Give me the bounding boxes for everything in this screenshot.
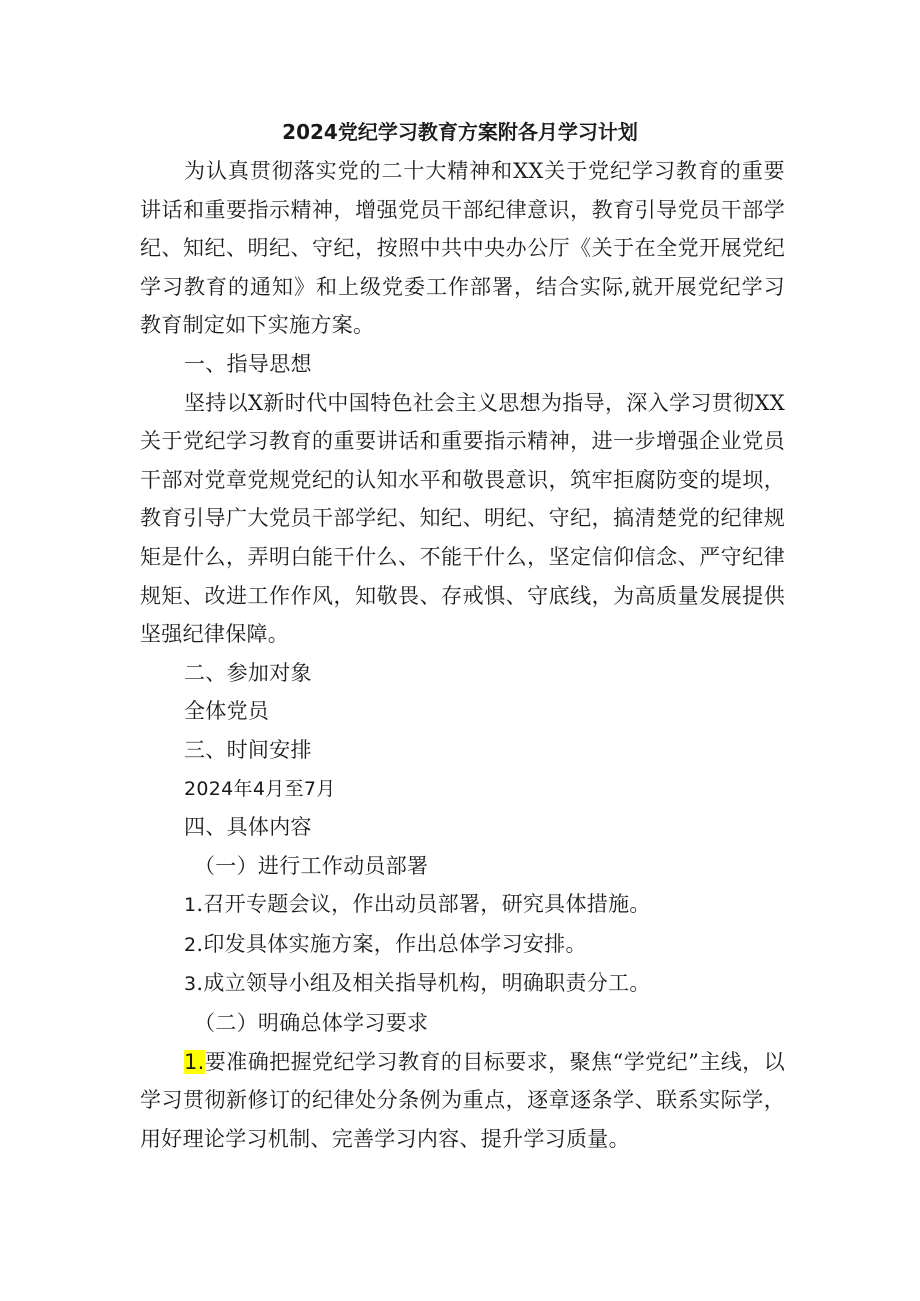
intro-paragraph: 为认真贯彻落实党的二十大精神和XX关于党纪学习教育的重要讲话和重要指示精神，增强党员干部纪律意识，教育引导党员干部学纪、知纪、明纪、守纪，按照中共中央办公厅《关于在全党开展党纪学习教育的通知》和上级党委工作部署，结合实际,就开展党纪学习教育制定如下实施方案。 [140, 159, 785, 338]
section-2-text: 全体党员 [184, 699, 270, 724]
item-text: .成立领导小组及相关指导机构，明确职责分工。 [196, 971, 651, 996]
item-text: .召开专题会议，作出动员部署，研究具体措施。 [196, 892, 651, 917]
item-text: 要准确把握党纪学习教育的目标要求，聚焦“学党纪”主线，以学习贯彻新修订的纪律处分条例为重点，逐章逐条学、联系实际学，用好理论学习机制、完善学习内容、提升学习质量。 [140, 1049, 785, 1151]
section-3-heading: 三、时间安排 [184, 737, 312, 762]
section-4-heading: 四、具体内容 [184, 815, 312, 840]
document-title: 2024党纪学习教育方案附各月学习计划 [282, 120, 638, 144]
highlighted-item-number: 1. [184, 1049, 205, 1074]
subsection-2-item-1 [140, 1043, 785, 1159]
item-text: .印发具体实施方案，作出总体学习安排。 [196, 931, 587, 956]
section-1-paragraph: 坚持以X新时代中国特色社会主义思想为指导，深入学习贯彻XX关于党纪学习教育的重要讲话和重要指示精神，进一步增强企业党员干部对党章党规党纪的认知水平和敬畏意识，筑牢拒腐防变的堤坝，教育引导广大党员干部学纪、知纪、明纪、守纪，搞清楚党的纪律规矩是什么，弄明白能干什么、不能干什么，坚定信仰信念、严守纪律规矩、改进工作作风，知敬畏、存戒惧、守底线，为高质量发展提供坚强纪律保障。 [140, 390, 785, 647]
section-3-text: 2024年4月至7月 [184, 777, 336, 800]
subsection-1-heading: （一）进行工作动员部署 [194, 853, 429, 878]
item-number: 1 [184, 894, 197, 917]
document-body [140, 152, 785, 1158]
item-number: 2 [184, 933, 197, 956]
subsection-1-item-1 [140, 885, 785, 925]
section-2-heading: 二、参加对象 [184, 660, 312, 685]
subsection-1-item-3 [140, 964, 785, 1004]
subsection-1-item-2 [140, 925, 785, 965]
section-1-heading: 一、指导思想 [184, 351, 312, 376]
item-number: 3 [184, 973, 197, 996]
subsection-2-heading: （二）明确总体学习要求 [194, 1011, 429, 1036]
